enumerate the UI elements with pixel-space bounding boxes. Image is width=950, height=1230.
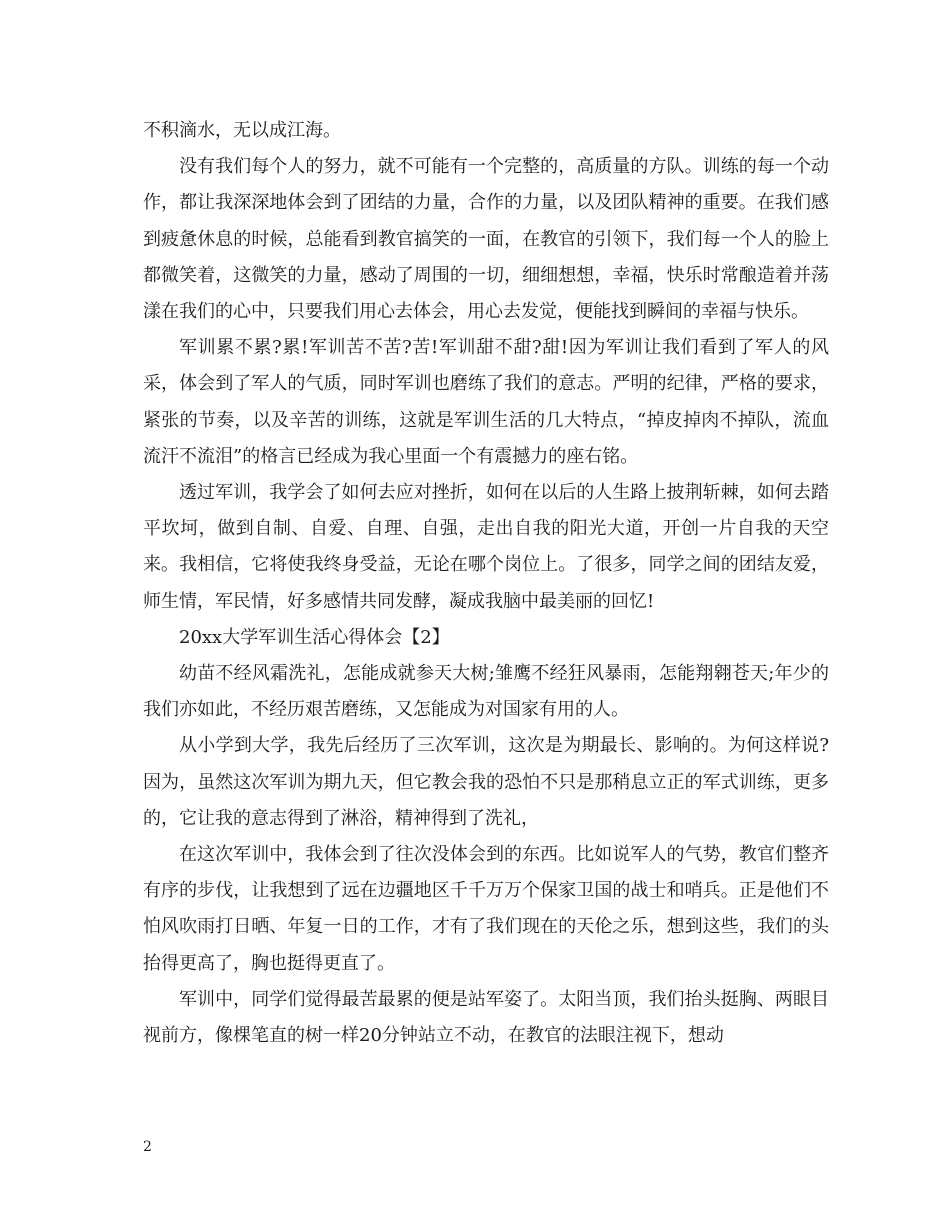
section-heading: 20xx大学军训生活心得体会【2】 [179,626,450,648]
paragraph-6: 从小学到大学，我先后经历了三次军训，这次是为期最长、影响的。为何这样说?因为，虽然这次军训为期九天，但它教会我的恐怕不只是那稍息立正的军式训练，更多的，它让我的意志得到了淋浴，精神得到了洗礼， [143,735,829,829]
page-number: 2 [143,1139,152,1155]
paragraph-1: 不积滴水，无以成江海。 [143,120,341,141]
paragraph-4: 透过军训，我学会了如何去应对挫折，如何在以后的人生路上披荆斩棘，如何去踏平坎坷，做到自制、自爱、自理、自强，走出自我的阳光大道，开创一片自我的天空来。我相信，它将使我终身受益，无论在哪个岗位上。了很多，同学之间的团结友爱，师生情，军民情，好多感情共同发酵，凝成我脑中最美丽的回忆! [143,482,829,612]
document-body [143,113,829,1054]
paragraph-7: 在这次军训中，我体会到了往次没体会到的东西。比如说军人的气势，教官们整齐有序的步伐，让我想到了远在边疆地区千千万万个保家卫国的战士和哨兵。正是他们不怕风吹雨打日晒、年复一日的工作，才有了我们现在的天伦之乐，想到这些，我们的头抬得更高了，胸也挺得更直了。 [143,844,829,974]
paragraph-3: 军训累不累?累!军训苦不苦?苦!军训甜不甜?甜!因为军训让我们看到了军人的风采，体会到了军人的气质，同时军训也磨练了我们的意志。严明的纪律，严格的要求，紧张的节奏，以及辛苦的训练，这就是军训生活的几大特点，“掉皮掉肉不掉队，流血流汗不流泪”的格言已经成为我心里面一个有震撼力的座右铭。 [143,337,829,467]
paragraph-2: 没有我们每个人的努力，就不可能有一个完整的，高质量的方队。训练的每一个动作，都让我深深地体会到了团结的力量，合作的力量，以及团队精神的重要。在我们感到疲惫休息的时候，总能看到教官搞笑的一面，在教官的引领下，我们每一个人的脸上都微笑着，这微笑的力量，感动了周围的一切，细细想想，幸福，快乐时常酿造着并荡漾在我们的心中，只要我们用心去体会，用心去发觉，便能找到瞬间的幸福与快乐。 [143,156,829,323]
paragraph-5: 幼苗不经风霜洗礼，怎能成就参天大树;雏鹰不经狂风暴雨，怎能翔翱苍天;年少的我们亦如此，不经历艰苦磨练，又怎能成为对国家有用的人。 [143,663,829,721]
paragraph-8: 军训中，同学们觉得最苦最累的便是站军姿了。太阳当顶，我们抬头挺胸、两眼目视前方，像棵笔直的树一样20分钟站立不动，在教官的法眼注视下，想动 [143,988,829,1047]
